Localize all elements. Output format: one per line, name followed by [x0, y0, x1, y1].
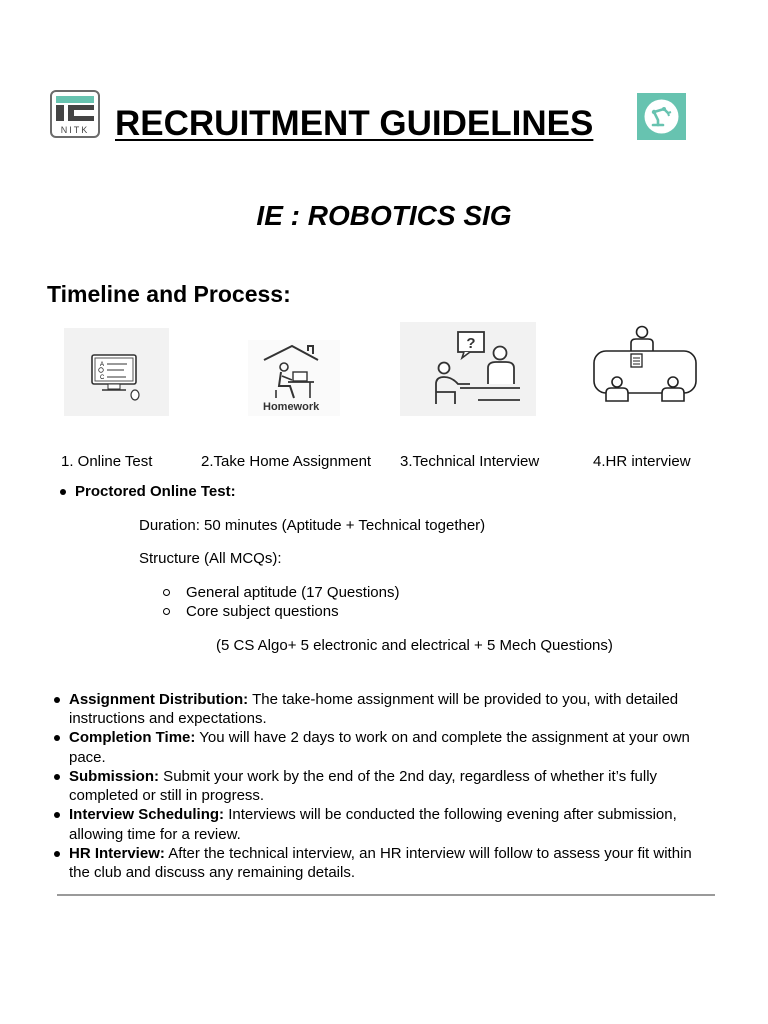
detail-interview-scheduling-cont: allowing time for a review.: [69, 826, 241, 843]
bullet: [54, 735, 60, 741]
step-label-online-test: 1. Online Test: [61, 453, 153, 470]
step-label-take-home: 2.Take Home Assignment: [201, 453, 372, 470]
detail-completion-time-cont: pace.: [69, 749, 106, 766]
online-test-heading: Proctored Online Test:: [75, 483, 236, 500]
ie-nitk-logo: [50, 90, 100, 138]
detail-completion-time: Completion Time: You will have 2 days to work on and complete the assignment at your own: [69, 729, 690, 746]
svg-text:C: C: [100, 375, 105, 381]
document-subtitle: IE : ROBOTICS SIG: [256, 200, 512, 231]
homework-icon: [248, 340, 340, 416]
bullet: [54, 697, 60, 703]
meeting-table-icon: [590, 325, 700, 405]
test-structure: Structure (All MCQs):: [139, 550, 282, 567]
sub-bullet: [163, 589, 170, 596]
homework-caption: Homework: [263, 401, 320, 413]
detail-hr-interview: HR Interview: After the technical interview, an HR interview will follow to assess your fit within: [69, 845, 692, 862]
document-title: RECRUITMENT GUIDELINES: [115, 104, 594, 143]
bullet: [60, 489, 66, 495]
detail-assignment-distribution: Assignment Distribution: The take-home assignment will be provided to you, with detailed: [69, 691, 679, 708]
svg-text:A: A: [100, 362, 105, 368]
detail-assignment-distribution-cont: instructions and expectations.: [69, 710, 267, 727]
step-label-technical-interview: 3.Technical Interview: [400, 453, 540, 470]
sub-bullet: [163, 608, 170, 615]
detail-hr-interview-cont: the club and discuss any remaining details.: [69, 864, 355, 881]
detail-interview-scheduling: Interview Scheduling: Interviews will be conducted the following evening after submission,: [69, 806, 677, 823]
core-questions-note: (5 CS Algo+ 5 electronic and electrical + 5 Mech Questions): [216, 637, 613, 654]
structure-item-aptitude: General aptitude (17 Questions): [186, 584, 400, 601]
detail-submission: Submission: Submit your work by the end of the 2nd day, regardless of whether it’s fully: [69, 768, 658, 785]
step-label-hr-interview: 4.HR interview: [593, 453, 691, 470]
online-test-icon: [64, 328, 169, 416]
structure-item-core: Core subject questions: [186, 603, 339, 620]
test-duration: Duration: 50 minutes (Aptitude + Technical together): [139, 517, 486, 534]
interview-icon: [400, 322, 536, 416]
detail-submission-cont: completed or still in progress.: [69, 787, 265, 804]
section-heading: Timeline and Process:: [47, 281, 291, 307]
bullet: [54, 812, 60, 818]
bullet: [54, 851, 60, 857]
logo-text: NITK: [60, 125, 90, 135]
svg-text:?: ?: [466, 335, 476, 352]
horizontal-rule: [57, 894, 715, 896]
bullet: [54, 774, 60, 780]
robot-arm-logo-icon: [637, 93, 686, 140]
